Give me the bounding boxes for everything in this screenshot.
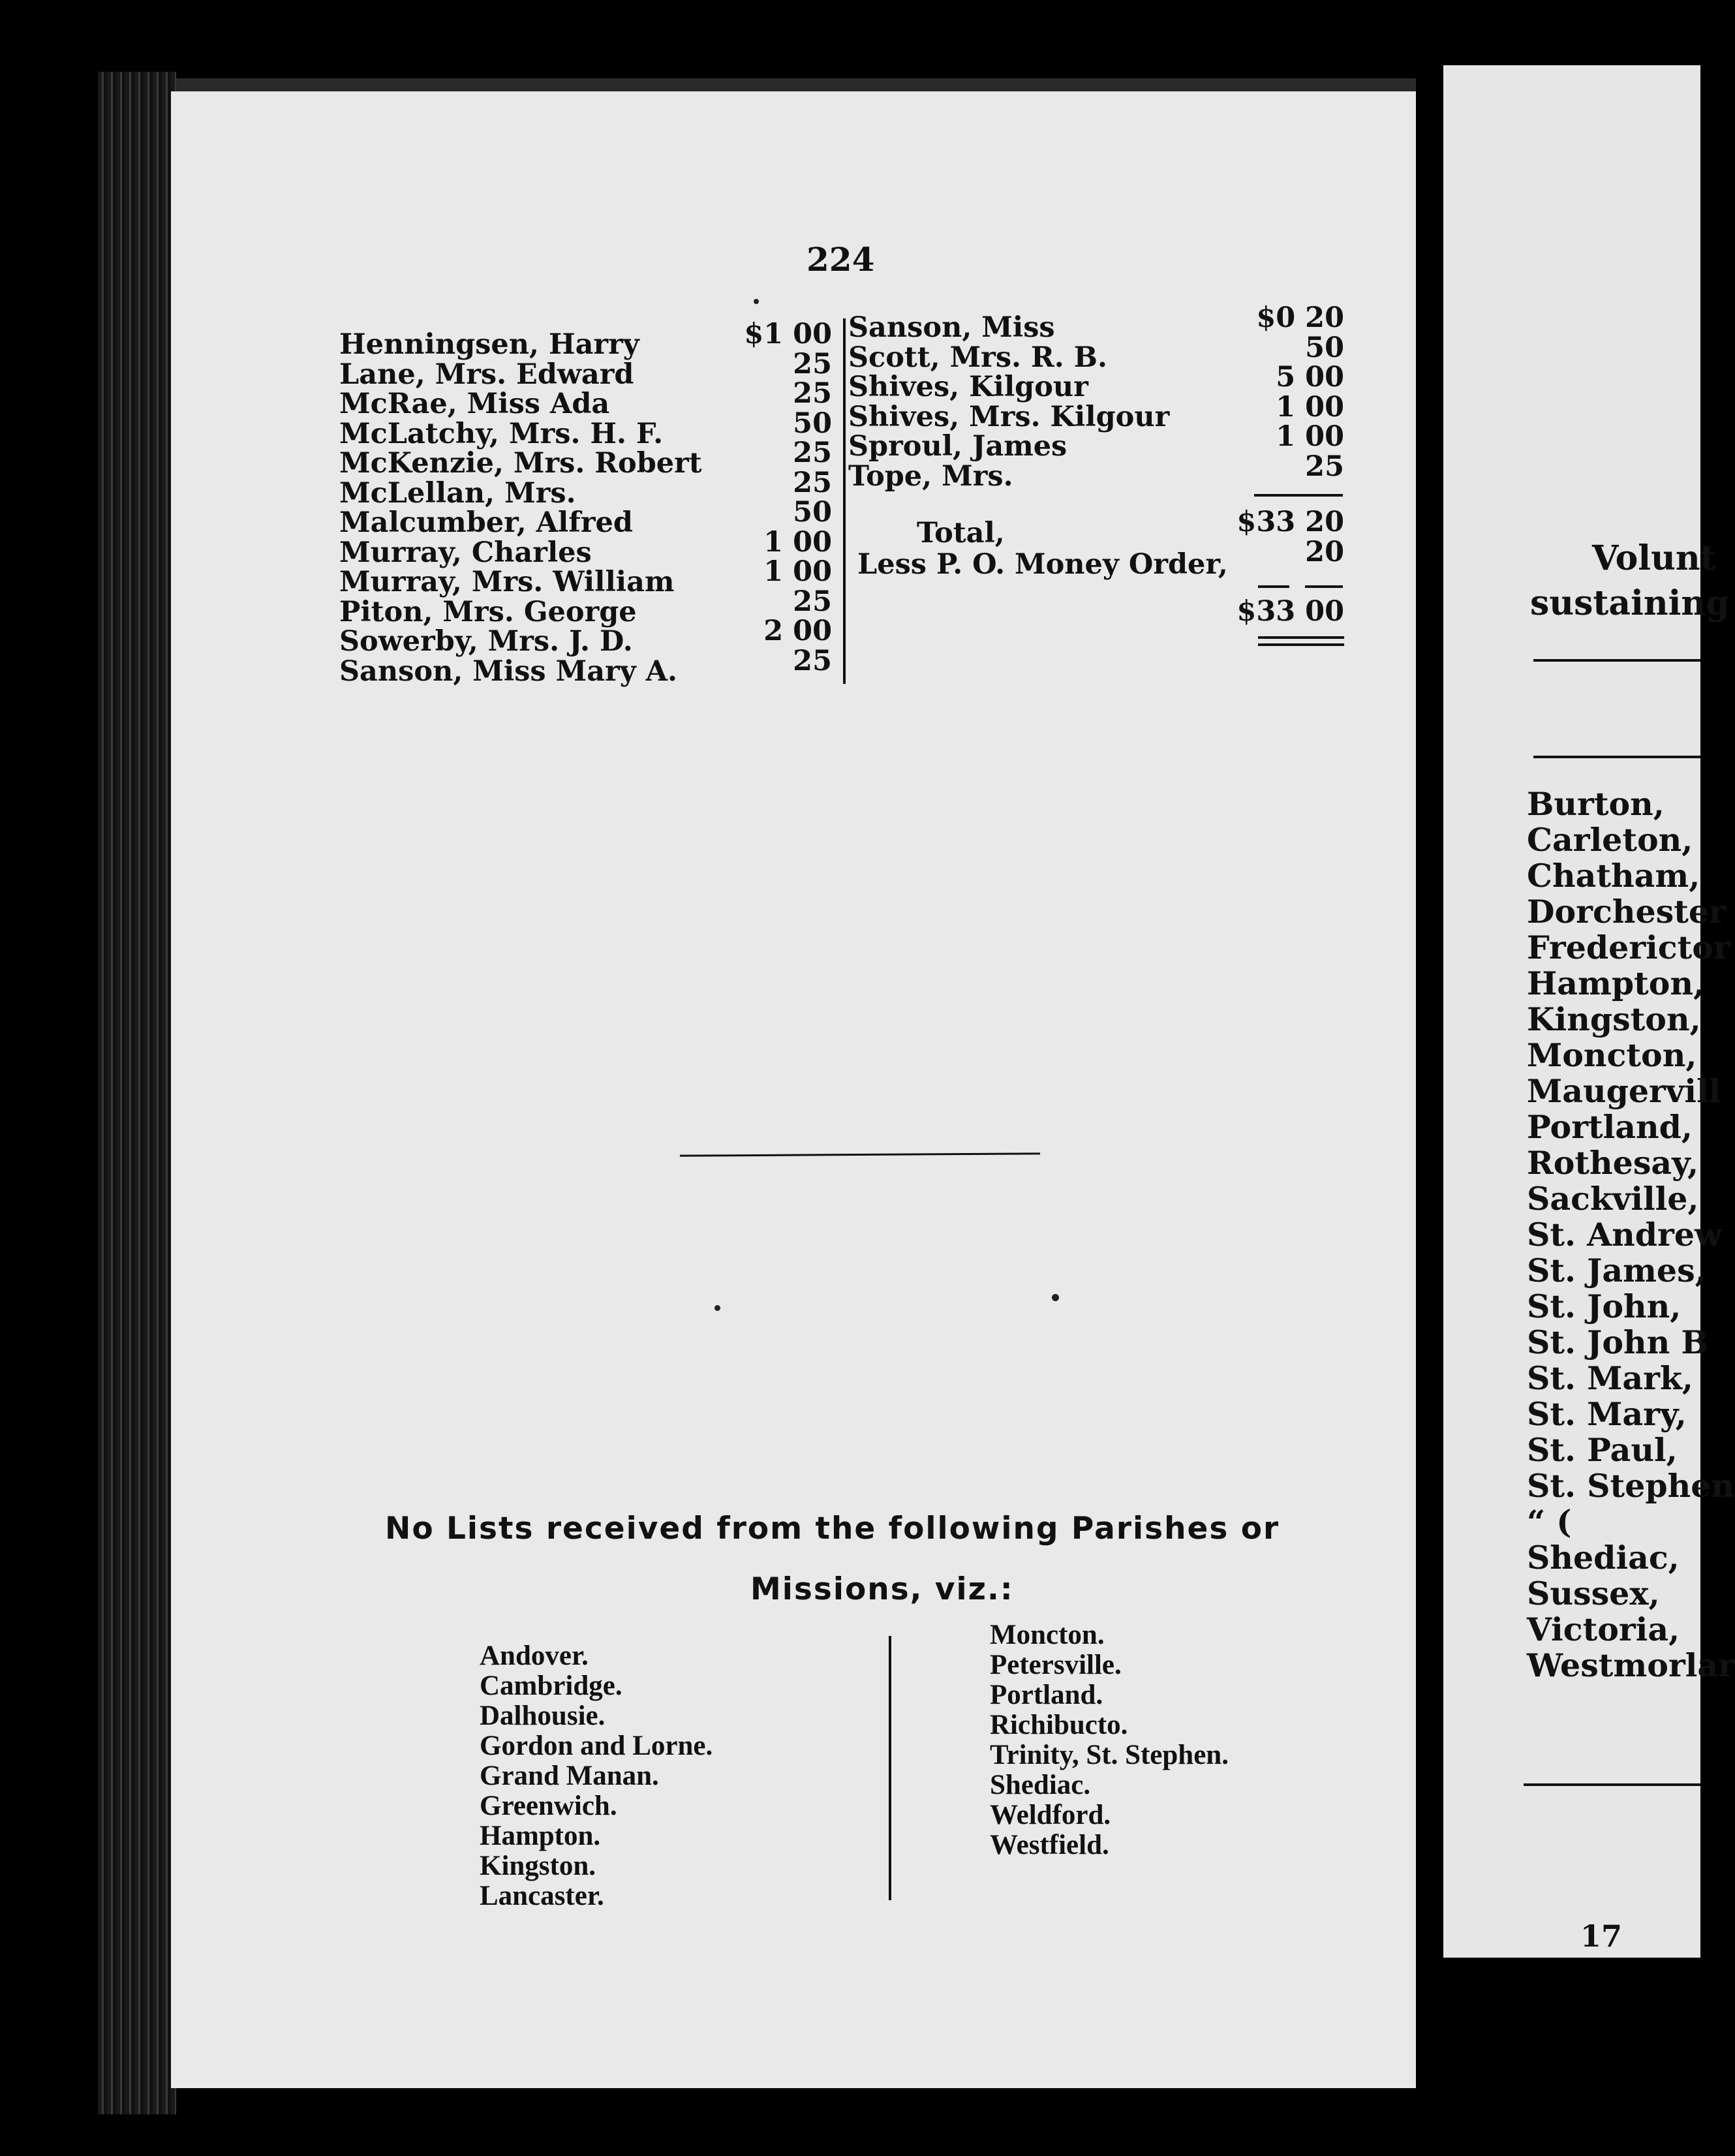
subscriber-row: Scott, Mrs. R. B. bbox=[848, 341, 1107, 374]
parish-list-left bbox=[480, 1641, 713, 1911]
parish-item: Kingston, bbox=[1527, 1000, 1701, 1038]
ink-speck bbox=[1052, 1294, 1059, 1301]
parish-item: Rothesay, bbox=[1527, 1144, 1699, 1182]
subscriber-row: Sproul, James bbox=[848, 430, 1067, 463]
subscriber-row: Malcumber, Alfred bbox=[339, 506, 633, 539]
parish-item: Gordon and Lorne. bbox=[480, 1731, 713, 1761]
parish-item: Westmorlar bbox=[1527, 1646, 1735, 1684]
right-page-header-2: sustaining bbox=[1530, 583, 1730, 623]
parish-item: Moncton. bbox=[990, 1620, 1105, 1650]
amount: 25 bbox=[793, 585, 832, 618]
parish-item: Trinity, St. Stephen. bbox=[990, 1740, 1229, 1770]
right-page-parish-list bbox=[1527, 786, 1735, 1684]
parish-item: Grand Manan. bbox=[480, 1761, 659, 1791]
page-number: 224 bbox=[806, 240, 875, 279]
parish-item: Carleton, bbox=[1527, 821, 1693, 859]
amount-column-left bbox=[718, 320, 832, 676]
parish-item: Richibucto. bbox=[990, 1710, 1128, 1740]
amount: $0 20 bbox=[1256, 301, 1344, 334]
parish-item: Dalhousie. bbox=[480, 1701, 606, 1731]
parish-item: Victoria, bbox=[1527, 1610, 1680, 1648]
amount: 50 bbox=[793, 407, 832, 440]
amount: 1 00 bbox=[763, 525, 832, 559]
right-page-rule-1 bbox=[1533, 659, 1700, 662]
parish-divider bbox=[889, 1636, 891, 1900]
subscriber-row: Henningsen, Harry bbox=[339, 328, 639, 361]
amount: 25 bbox=[793, 466, 832, 499]
amount: 25 bbox=[793, 644, 832, 677]
parish-item: Hampton. bbox=[480, 1821, 601, 1851]
right-page-rule-3 bbox=[1524, 1783, 1700, 1786]
parish-item: Maugervill bbox=[1527, 1072, 1721, 1110]
subscriber-row: Lane, Mrs. Edward bbox=[339, 358, 634, 391]
parish-item: Petersville. bbox=[990, 1650, 1122, 1680]
amount: 5 00 bbox=[1276, 361, 1344, 393]
column-divider bbox=[843, 318, 846, 684]
sum-rule-dash bbox=[1305, 585, 1343, 588]
subscriber-row: Murray, Charles bbox=[339, 536, 592, 569]
parish-item: St. Paul, bbox=[1527, 1431, 1678, 1469]
parish-item: Greenwich. bbox=[480, 1791, 617, 1821]
amount: $1 00 bbox=[744, 318, 832, 350]
no-lists-heading: No Lists received from the following Parishes or bbox=[385, 1511, 1280, 1547]
parish-item: St. Mary, bbox=[1527, 1395, 1687, 1433]
book-page-edges bbox=[98, 72, 176, 2114]
subscriber-row: Tope, Mrs. bbox=[848, 459, 1013, 493]
parish-item: Portland. bbox=[990, 1680, 1103, 1710]
parish-item: Andover. bbox=[480, 1640, 589, 1671]
amount: 25 bbox=[793, 377, 832, 410]
less-label: Less P. O. Money Order, bbox=[857, 548, 1228, 581]
amount: 25 bbox=[1305, 450, 1344, 483]
net-amount: $33 00 bbox=[1236, 595, 1344, 628]
amount: 25 bbox=[793, 437, 832, 469]
parish-item: Dorchester bbox=[1527, 893, 1726, 931]
double-rule-top bbox=[1258, 636, 1344, 639]
amount: 50 bbox=[793, 496, 832, 529]
parish-item: Frederictor bbox=[1527, 929, 1730, 966]
amount: 2 00 bbox=[763, 615, 832, 647]
right-page-header-1: Volunt bbox=[1592, 538, 1716, 578]
ink-speck bbox=[754, 299, 759, 304]
parish-item: Sackville, bbox=[1527, 1180, 1699, 1218]
parish-item: St. Andrew bbox=[1527, 1216, 1723, 1254]
sum-rule bbox=[1254, 494, 1343, 497]
subscriber-row: Shives, Mrs. Kilgour bbox=[848, 400, 1170, 433]
double-rule-bottom bbox=[1258, 643, 1344, 646]
parish-item: Kingston. bbox=[480, 1851, 596, 1881]
less-amount: 20 bbox=[1305, 536, 1344, 568]
subscriber-row: McKenzie, Mrs. Robert bbox=[339, 447, 702, 480]
sum-rule-dash bbox=[1258, 585, 1289, 588]
subscriber-list-right bbox=[848, 313, 1240, 491]
parish-item: Sussex, bbox=[1527, 1575, 1660, 1612]
ink-speck bbox=[714, 1305, 720, 1311]
parish-item: St. Mark, bbox=[1527, 1359, 1693, 1397]
parish-item: Hampton, bbox=[1527, 964, 1705, 1002]
parish-item: Moncton, bbox=[1527, 1036, 1697, 1074]
parish-item: Weldford. bbox=[990, 1800, 1111, 1830]
no-lists-heading-2: Missions, viz.: bbox=[750, 1571, 1014, 1607]
parish-item: Cambridge. bbox=[480, 1671, 622, 1701]
subscriber-row: Sowerby, Mrs. J. D. bbox=[339, 625, 633, 658]
parish-item: Burton, bbox=[1527, 785, 1665, 823]
parish-item: St. James, bbox=[1527, 1252, 1706, 1289]
parish-item: St. Stephen bbox=[1527, 1467, 1735, 1505]
subscriber-row: Piton, Mrs. George bbox=[339, 595, 637, 628]
subscriber-row: McLatchy, Mrs. H. F. bbox=[339, 417, 664, 450]
parish-item: Chatham, bbox=[1527, 857, 1700, 895]
subscriber-row: Murray, Mrs. William bbox=[339, 566, 675, 598]
amount: 50 bbox=[1305, 331, 1344, 364]
right-page-rule-2 bbox=[1533, 756, 1700, 758]
parish-item: Shediac. bbox=[990, 1770, 1091, 1800]
subscriber-row: Sanson, Miss bbox=[848, 311, 1055, 344]
right-page-number: 17 bbox=[1580, 1918, 1623, 1954]
amount: 1 00 bbox=[763, 555, 832, 588]
amount: 1 00 bbox=[1276, 390, 1344, 424]
subscriber-row: McRae, Miss Ada bbox=[339, 388, 610, 420]
parish-item: Westfield. bbox=[990, 1830, 1109, 1860]
amount: 25 bbox=[793, 347, 832, 380]
parish-item: St. John B bbox=[1527, 1323, 1708, 1361]
total-label: Total, bbox=[917, 517, 1005, 549]
amount: 1 00 bbox=[1276, 420, 1344, 453]
parish-list-right bbox=[990, 1620, 1229, 1860]
total-amount: $33 20 bbox=[1236, 506, 1344, 538]
parish-item: Portland, bbox=[1527, 1108, 1693, 1146]
parish-item: St. John, bbox=[1527, 1287, 1681, 1325]
parish-item: Lancaster. bbox=[480, 1881, 604, 1911]
parish-item: Shediac, bbox=[1527, 1539, 1680, 1577]
subscriber-row: McLellan, Mrs. bbox=[339, 476, 576, 510]
subscriber-row: Sanson, Miss Mary A. bbox=[339, 654, 677, 688]
parish-item: “ ( bbox=[1527, 1503, 1572, 1541]
subscriber-row: Shives, Kilgour bbox=[848, 371, 1088, 403]
amount-column-right bbox=[1220, 303, 1344, 482]
